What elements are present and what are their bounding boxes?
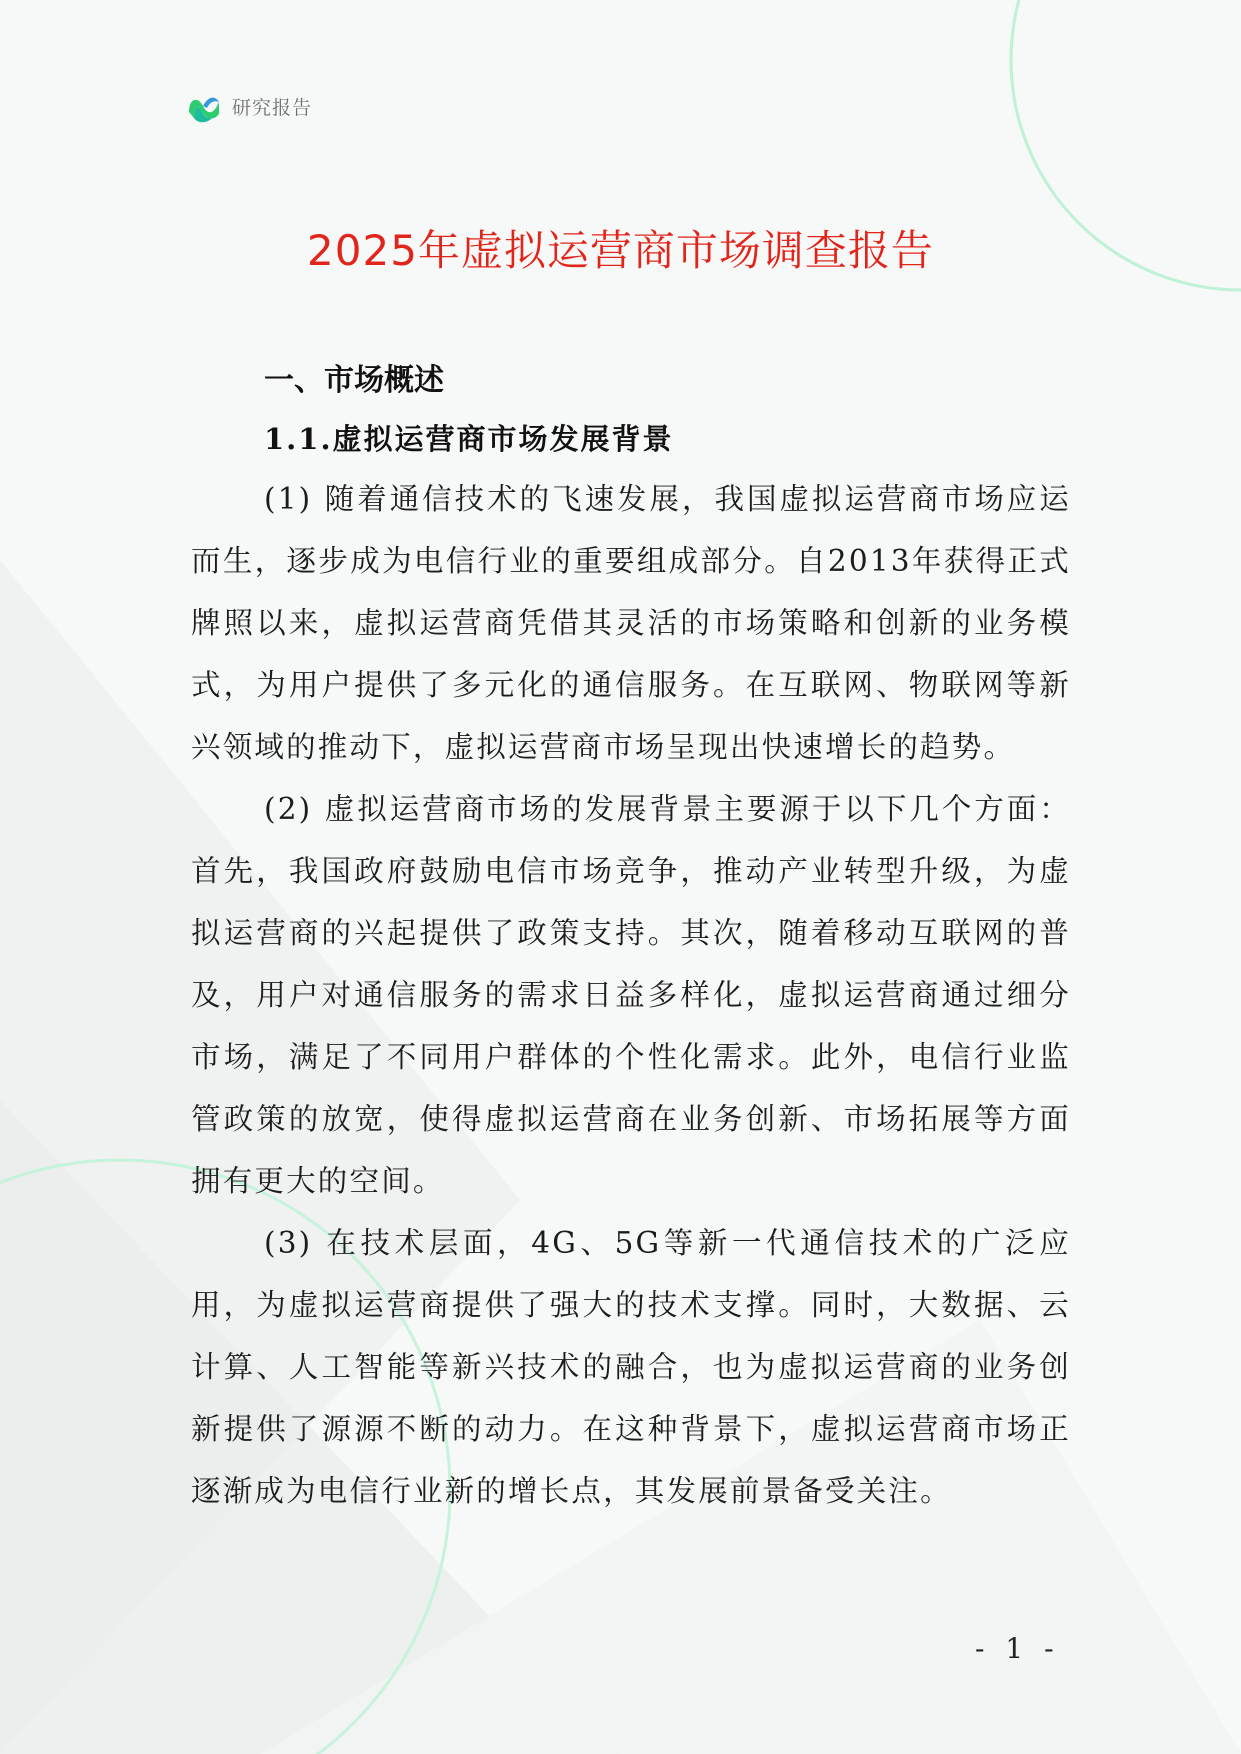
- header: [186, 88, 312, 124]
- page-number: - 1 -: [975, 1632, 1060, 1665]
- document-title: 2025年虚拟运营商市场调查报告: [307, 226, 934, 275]
- paragraph-1: (1) 随着通信技术的飞速发展，我国虚拟运营商市场应运而生，逐步成为电信行业的重要组成部分。自2013年获得正式牌照以来，虚拟运营商凭借其灵活的市场策略和创新的业务模式，为用户提供了多元化的通信服务。在互联网、物联网等新兴领域的推动下，虚拟运营商市场呈现出快速增长的趋势。: [191, 482, 1071, 764]
- document-body: [191, 356, 1071, 1522]
- section-heading: 一、市场概述: [264, 363, 444, 398]
- logo-icon: [186, 88, 222, 124]
- header-label: 研究报告: [232, 96, 313, 119]
- paragraph-3: (3) 在技术层面，4G、5G等新一代通信技术的广泛应用，为虚拟运营商提供了强大的技术支撑。同时，大数据、云计算、人工智能等新兴技术的融合，也为虚拟运营商的业务创新提供了源源不断的动力。在这种背景下，虚拟运营商市场正逐渐成为电信行业新的增长点，其发展前景备受关注。: [191, 1226, 1071, 1508]
- subsection-heading: 1.1.虚拟运营商市场发展背景: [264, 422, 674, 456]
- paragraph-2: (2) 虚拟运营商市场的发展背景主要源于以下几个方面：首先，我国政府鼓励电信市场竞争，推动产业转型升级，为虚拟运营商的兴起提供了政策支持。其次，随着移动互联网的普及，用户对通信服务的需求日益多样化，虚拟运营商通过细分市场，满足了不同用户群体的个性化需求。此外，电信行业监管政策的放宽，使得虚拟运营商在业务创新、市场拓展等方面拥有更大的空间。: [191, 792, 1071, 1198]
